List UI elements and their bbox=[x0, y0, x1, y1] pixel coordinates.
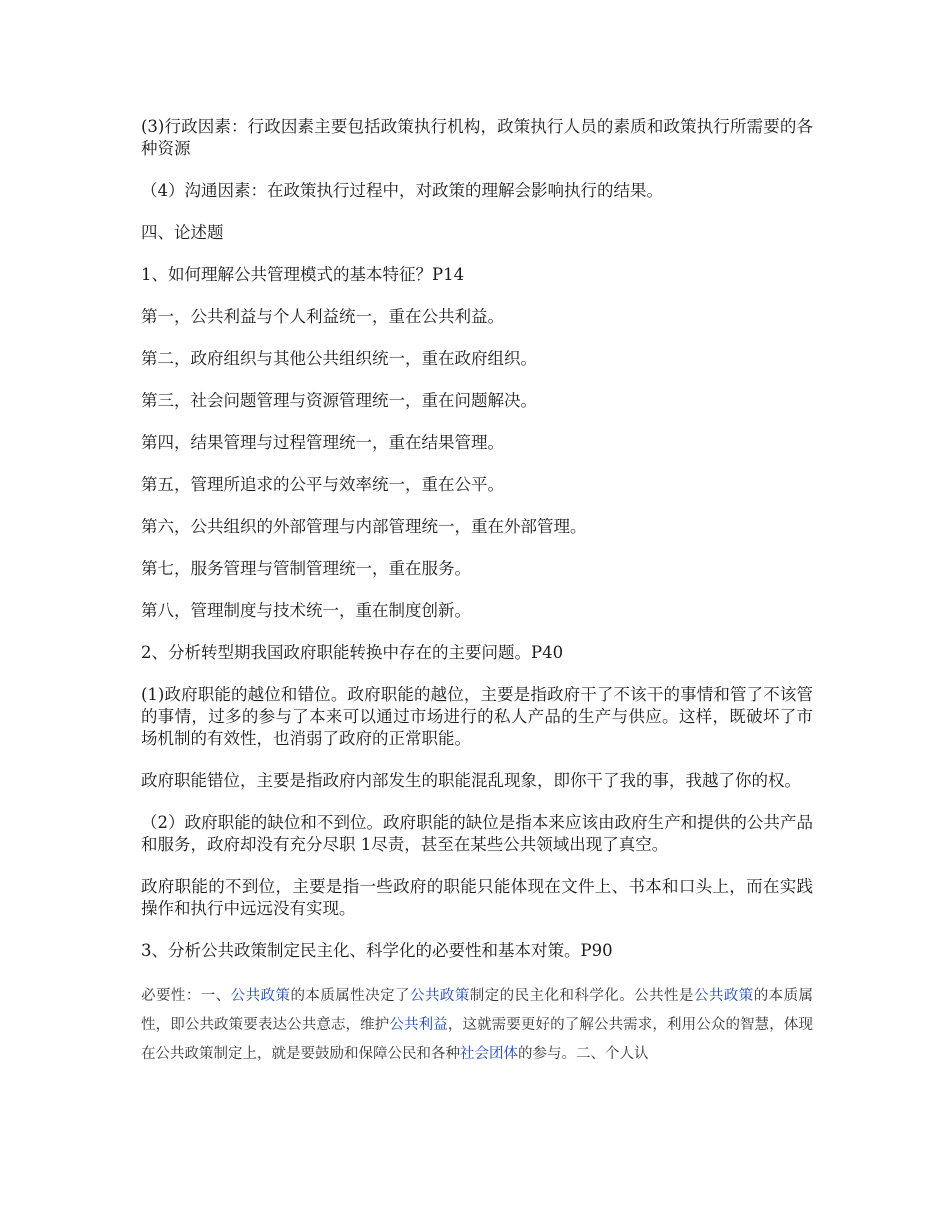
answer-2-part-4: 政府职能的不到位，主要是指一些政府的职能只能体现在文件上、书本和口头上，而在实践操作和执行中远远没有实现。 bbox=[141, 877, 813, 918]
answer-1-point-6: 第六，公共组织的外部管理与内部管理统一，重在外部管理。 bbox=[141, 517, 587, 536]
answer-1-point-2: 第二，政府组织与其他公共组织统一，重在政府组织。 bbox=[141, 349, 537, 368]
question-2: 2、分析转型期我国政府职能转换中存在的主要问题。P40 bbox=[141, 643, 564, 662]
answer-2-part-2: 政府职能错位，主要是指政府内部发生的职能混乱现象，即你干了我的事，我越了你的权。 bbox=[141, 771, 801, 790]
answer-3-text-1: 必要性：一、 bbox=[141, 988, 231, 1004]
question-1: 1、如何理解公共管理模式的基本特征？P14 bbox=[141, 265, 465, 284]
answer-3-text-2: 的本质属性决定了 bbox=[290, 988, 410, 1004]
link-public-policy-1[interactable]: 公共政策 bbox=[230, 988, 291, 1004]
link-public-policy-3[interactable]: 公共政策 bbox=[693, 988, 754, 1004]
answer-2-part-3: （2）政府职能的缺位和不到位。政府职能的缺位是指本来应该由政府生产和提供的公共产品和服务，政府却没有充分尽职 1尽责，甚至在某些公共领域出现了真空。 bbox=[141, 813, 813, 854]
question-3: 3、分析公共政策制定民主化、科学化的必要性和基本对策。P90 bbox=[141, 941, 613, 960]
document-body bbox=[141, 116, 813, 1069]
answer-1-point-4: 第四，结果管理与过程管理统一，重在结果管理。 bbox=[141, 433, 504, 452]
paragraph-administrative-factor: (3)行政因素：行政因素主要包括政策执行机构，政策执行人员的素质和政策执行所需要的各种资源 bbox=[141, 117, 813, 158]
section-heading-essay: 四、论述题 bbox=[141, 223, 224, 242]
link-public-policy-2[interactable]: 公共政策 bbox=[410, 988, 470, 1004]
answer-2-part-1: (1)政府职能的越位和错位。政府职能的越位，主要是指政府干了不该干的事情和管了不该管的事情，过多的参与了本来可以通过市场进行的私人产品的生产与供应。这样，既破坏了市场机制的有效性，也消弱了政府的正常职能。 bbox=[141, 685, 813, 748]
answer-1-point-8: 第八，管理制度与技术统一，重在制度创新。 bbox=[141, 601, 471, 620]
answer-3-necessity bbox=[141, 982, 813, 1069]
answer-1-point-5: 第五，管理所追求的公平与效率统一，重在公平。 bbox=[141, 475, 504, 494]
paragraph-communication-factor: （4）沟通因素：在政策执行过程中，对政策的理解会影响执行的结果。 bbox=[141, 181, 663, 200]
link-social-group[interactable]: 社会团体 bbox=[460, 1046, 518, 1062]
answer-1-point-7: 第七，服务管理与管制管理统一，重在服务。 bbox=[141, 559, 471, 578]
answer-3-text-4: 的本质属性，即公共政策要表达公共意志，维护 bbox=[141, 988, 814, 1033]
link-public-interest[interactable]: 公共利益 bbox=[389, 1017, 448, 1033]
answer-3-text-3: 制定的民主化和科学化。公共性是 bbox=[469, 988, 694, 1004]
answer-1-point-1: 第一，公共利益与个人利益统一，重在公共利益。 bbox=[141, 307, 504, 326]
answer-1-point-3: 第三，社会问题管理与资源管理统一，重在问题解决。 bbox=[141, 391, 537, 410]
answer-3-text-6: 的参与。二、个人认 bbox=[518, 1046, 649, 1062]
answer-3-text-5: ，这就需要更好的了解公共需求，利用公众的智慧，体现在公共政策制定上，就是要鼓励和保障公民和各种 bbox=[141, 1017, 814, 1062]
